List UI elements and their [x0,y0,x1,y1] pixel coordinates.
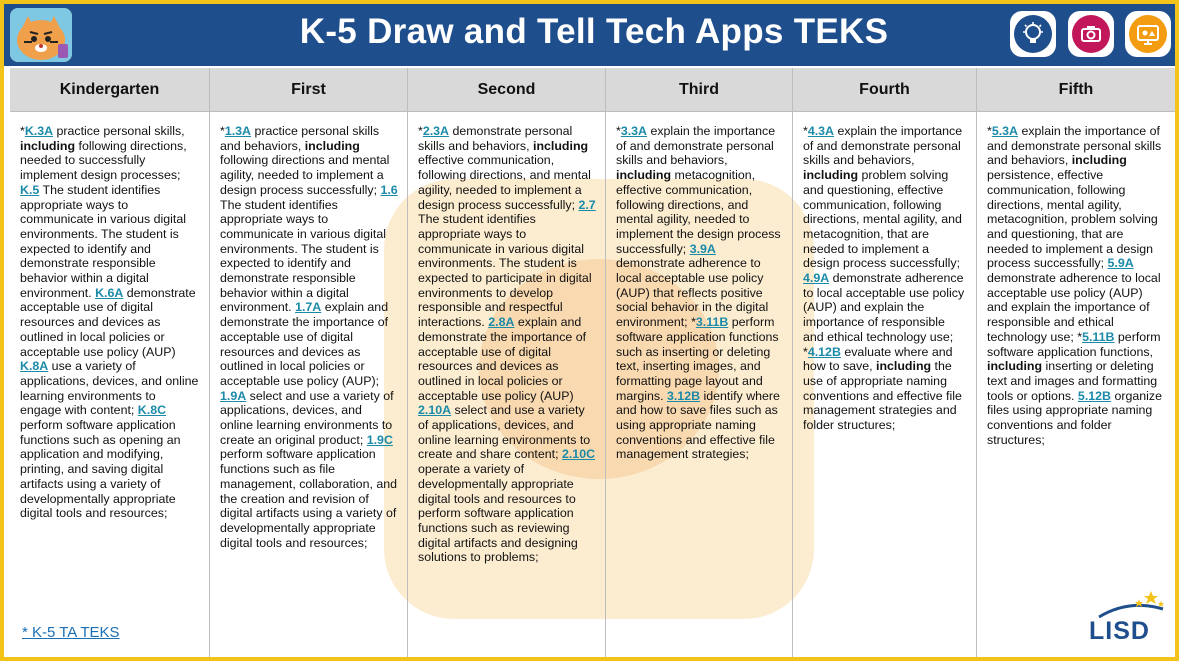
teks-description: explain the importance of and demonstrate personal skills and behaviors, [616,124,776,168]
teks-keyword: including [20,138,76,153]
teks-code-link[interactable]: 1.3A [224,124,252,138]
teks-description: explain and demonstrate the importance of acceptable use of digital resources and devices as outlined in local policies or acceptable use policy (AUP); [220,300,389,388]
teks-entry [418,198,596,330]
screen-icon [1125,11,1171,57]
teks-entry [987,124,1161,270]
teks-entry [20,183,186,300]
readiness-star: * [220,124,225,138]
teks-description: identify where and how to save files such as using appropriate naming conventions and effective file management strategies; [616,388,780,462]
teks-description-continued: the use of appropriate naming conventions and effective file management strategies and folder structures; [803,359,962,433]
camera-icon [1068,11,1114,57]
teks-description: perform software application functions such as opening an application and modifying, printing, and saving digital artifacts using a variety of developmentally appropriate digital tools and resources; [20,418,181,521]
teks-code-link[interactable]: K.8A [20,359,49,374]
teks-code-link[interactable]: 1.7A [295,300,322,315]
teks-entry [418,447,595,564]
grade-heading: Third [606,68,792,112]
teks-keyword: including [533,138,589,153]
teks-description: practice personal skills, [53,124,185,138]
teks-code-link[interactable]: 2.10C [561,447,596,462]
lisd-logo [1089,589,1167,649]
teks-entry [616,124,781,256]
teks-code-link[interactable]: 4.9A [803,271,830,286]
teks-description: demonstrate adherence to local acceptable use policy (AUP) that reflects positive social behavior in the digital environment; [616,256,769,330]
teks-description: practice personal skills and behaviors, [220,124,380,153]
grade-heading: Second [408,68,605,112]
page-title: K-5 Draw and Tell Tech Apps TEKS [299,12,889,51]
teks-description: demonstrate personal skills and behaviors, [418,124,573,153]
teks-description: explain and demonstrate the importance of acceptable use of digital resources and devices as outlined in local policies or acceptable use policy (AUP) [418,315,587,403]
grade-heading: Fourth [793,68,976,112]
teks-code-link[interactable]: K.6A [95,285,124,300]
teks-code-link[interactable]: 3.3A [620,124,648,138]
readiness-star: * [987,124,992,138]
teks-code-link[interactable]: K.8C [137,403,167,418]
readiness-star: * [803,124,808,138]
grade-column [793,68,977,661]
teks-description: organize files using appropriate naming conventions and folder structures; [987,388,1162,447]
teks-description-continued: persistence, effective communication, following directions, mental agility, metacognition, problem solving and questioning, that are needed to implement a design process successfully; [987,168,1158,271]
teks-code-link[interactable]: 2.10A [418,403,452,418]
tiger-mascot-icon [10,8,72,62]
readiness-star: * [418,124,423,138]
teks-list [793,112,976,433]
teks-code-link[interactable]: 4.12B [807,344,841,359]
teks-entry [20,403,181,520]
teks-entry [20,359,198,417]
teks-description-continued: effective communication, following directions, and mental agility, needed to implement a design process successfully; [418,153,591,212]
teks-list [10,112,209,521]
teks-description-continued: problem solving and questioning, effective communication, following directions, mental agility, and metacognition, that are needed to implement a design process successfully; [803,168,962,271]
teks-description: demonstrate adherence to local acceptable use policy (AUP) and explain the importance of responsible and ethical technology use; [803,271,965,344]
readiness-star: * [691,315,696,330]
teks-description-continued: following directions, needed to successfully implement design processes; [20,138,187,183]
teks-code-link[interactable]: 3.9A [689,241,716,256]
grade-column [977,68,1175,661]
teks-description: select and use a variety of applications, devices, and online learning environments to create and share content; [418,403,591,462]
teks-code-link[interactable]: 5.9A [1107,256,1134,271]
teks-code-link[interactable]: 3.11B [695,315,729,330]
teks-entry [803,345,962,433]
teks-keyword: including [803,168,859,183]
teks-list [606,112,792,462]
teks-description-continued: following directions and mental agility, needed to implement a design process successfully; [220,153,390,197]
teks-list [210,112,407,550]
teks-entry [220,433,397,550]
grade-heading: Kindergarten [10,68,209,112]
readiness-star: * [1077,329,1083,344]
teks-code-link[interactable]: 4.3A [807,124,835,138]
teks-description: perform software application functions such as inserting or deleting text, inserting images, and formatting page layout and margins. [616,315,779,403]
teks-description: select and use a variety of applications, devices, and online learning environments to create an original product; [220,388,394,447]
teks-code-link[interactable]: 1.9C [366,432,393,447]
grade-column [408,68,606,661]
lightbulb-icon [1010,11,1056,57]
teks-description: perform software application functions such as file management, collaboration, and the creation and revision of digital artifacts using a variety of developmentally appropriate digital tools and resources; [220,447,398,550]
teks-keyword: including [616,168,672,183]
grade-column [10,68,210,661]
teks-entry [20,124,187,182]
teks-table [10,68,1175,661]
header-bar [4,4,1175,66]
readiness-star: * [803,344,808,359]
teks-code-link[interactable]: K.5 [20,182,40,197]
teks-entry [220,183,398,315]
teks-keyword: including [304,138,360,153]
teks-description: The student identifies appropriate ways to communicate in various digital environments. The student is expected to identify and demonstrate responsible behavior within a digital environment. [220,197,386,315]
teks-description: The student identifies appropriate ways to communicate in various digital environments. The student is expected to participate in digital environments to develop responsible and respectful interactions. [418,212,592,330]
teks-entry [418,124,591,212]
teks-description: demonstrate adherence to local acceptable use policy (AUP) and explain the importance of responsible and ethical technology use; [987,271,1161,344]
teks-code-link[interactable]: K.3A [24,124,54,138]
teks-code-link[interactable]: 2.7 [578,197,596,212]
teks-keyword: including [876,359,932,374]
stars-icon [1089,589,1167,619]
teks-description: operate a variety of developmentally appropriate digital tools and resources to perform software application functions such as reviewing digital artifacts and designing solutions to problems; [418,462,578,565]
teks-description: use a variety of applications, devices, and online learning environments to engage with content; [20,359,199,418]
teks-code-link[interactable]: 1.9A [220,388,247,403]
grade-column [210,68,408,661]
teks-keyword: including [1071,153,1127,168]
teks-description: explain the importance of and demonstrate personal skills and behaviors, [987,124,1162,168]
teks-description: demonstrate acceptable use of digital resources and devices as outlined in local policies or acceptable use policy (AUP) [20,285,196,359]
teks-entry [803,124,962,270]
teks-description-continued: metacognition, effective communication, following directions, and mental agility, needed to implement the design process successfully; [616,168,781,256]
teks-entry [803,271,964,344]
k5-ta-teks-link[interactable]: * K-5 TA TEKS [22,624,120,641]
grade-heading: Fifth [977,68,1175,112]
grade-heading: First [210,68,407,112]
teks-description: perform software application functions, [987,329,1161,359]
teks-entry [220,124,389,197]
teks-code-link[interactable]: 2.3A [422,124,450,138]
teks-code-link[interactable]: 2.8A [488,315,515,330]
readiness-star: * [616,124,621,138]
teks-description: evaluate where and how to save, [803,344,953,374]
teks-code-link[interactable]: 5.12B [1077,388,1111,403]
teks-description: The student identifies appropriate ways to communicate in various digital environments. The student is expected to identify and demonstrate responsible behavior within a digital environment. [20,182,186,300]
lisd-logo-text: LISD [1089,617,1150,645]
teks-description-continued: inserting or deleting text and images and formatting tools or options. [987,359,1158,403]
grade-column [606,68,793,661]
teks-list [977,112,1175,447]
teks-keyword: including [987,359,1043,374]
teks-code-link[interactable]: 5.3A [991,124,1019,138]
teks-code-link[interactable]: 5.11B [1082,329,1115,344]
teks-code-link[interactable]: 3.12B [666,388,701,403]
teks-list [408,112,605,565]
teks-description: explain the importance of and demonstrate personal skills and behaviors, [803,124,963,168]
teks-code-link[interactable]: 1.6 [380,182,398,197]
readiness-star: * [20,124,25,138]
